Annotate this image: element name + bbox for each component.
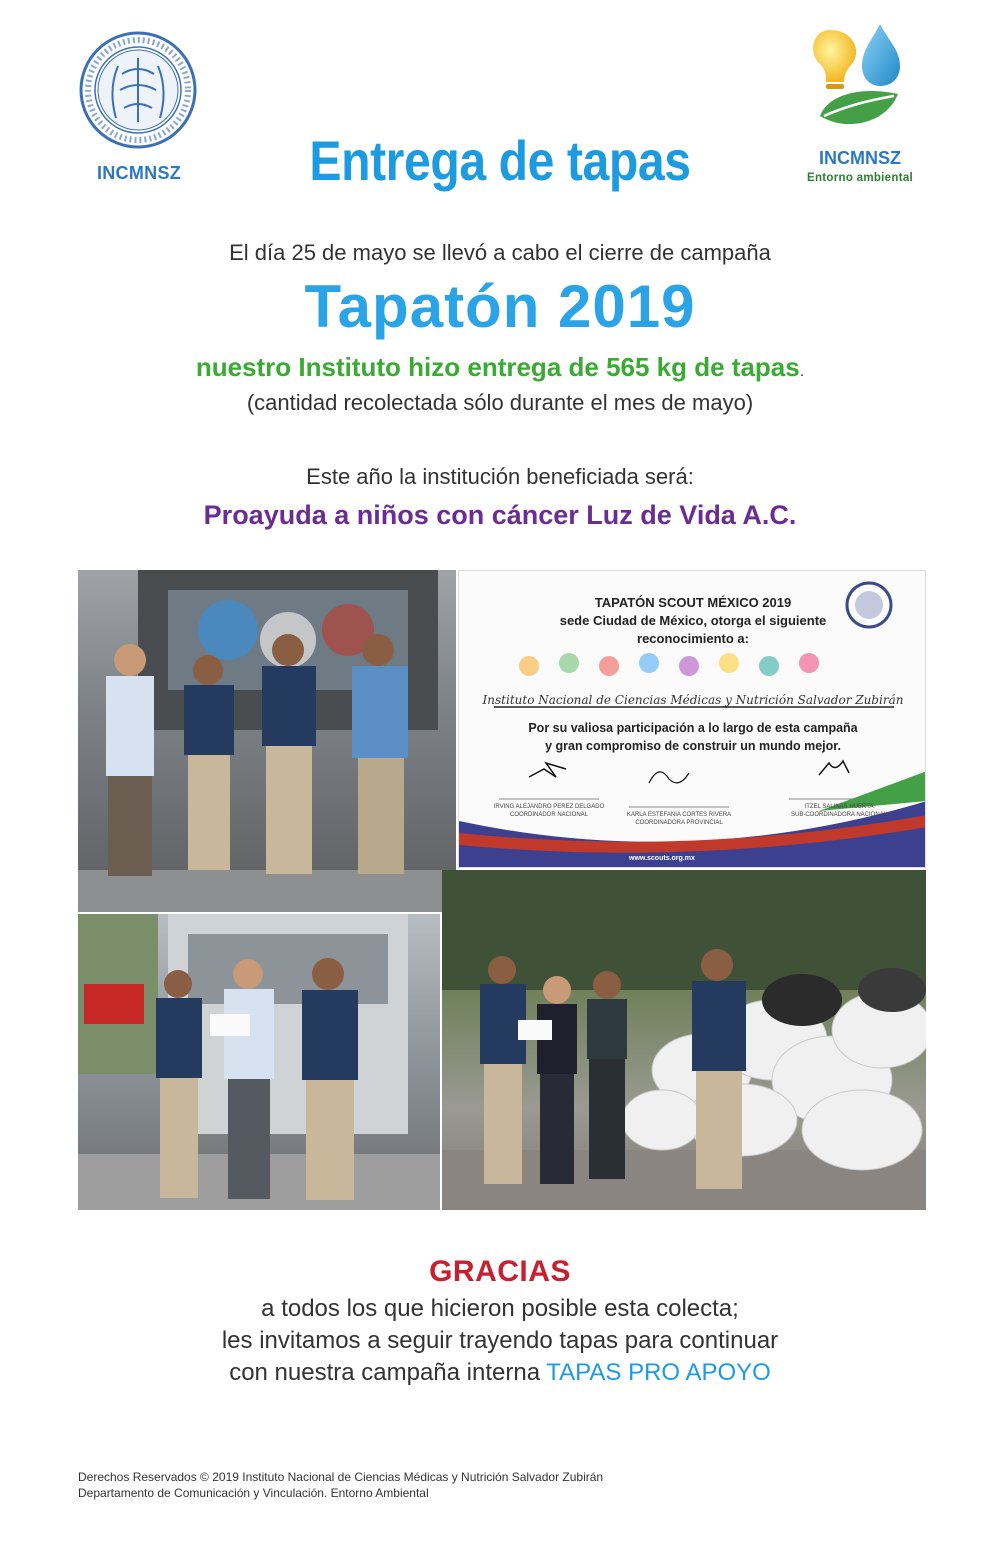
signature-block [474,803,624,819]
recognition-certificate [458,570,926,868]
delivery-text [0,352,1000,383]
internal-campaign-name: TAPAS PRO APOYO [546,1359,771,1386]
closing-line: a todos los que hicieron posible esta colecta; [261,1295,739,1322]
signature-name: ITZEL SALINAS HUERTA [804,804,874,810]
seal-label: INCMNSZ [96,163,182,183]
photo-staff-by-van [78,570,456,912]
certificate-line: reconocimiento a: [637,631,749,646]
signature-block [764,803,914,819]
page-title: Entrega de tapas [309,129,691,192]
signature-block [604,811,754,827]
closing-line: les invitamos a seguir trayendo tapas para continuar [221,1327,779,1354]
closing-line-text: con nuestra campaña interna [229,1359,547,1386]
delivery-period: . [799,363,805,380]
signature-name: KARLA ESTEFANIA CORTES RIVERA [626,812,732,818]
delivery-amount: nuestro Instituto hizo entrega de 565 kg de tapas [195,352,800,382]
campaign-name: Tapatón 2019 [304,273,696,340]
footer-department: Departamento de Comunicación y Vinculación. Entorno Ambiental [78,1486,429,1500]
signature-role: COORDINADORA PROVINCIAL [635,820,723,826]
footer-copyright: Derechos Reservados © 2019 Instituto Nacional de Ciencias Médicas y Nutrición Salvador Zubirán [78,1470,604,1484]
photo-collage [78,570,926,1210]
thanks-heading: GRACIAS [429,1255,571,1288]
eco-lightbulb-logo [806,20,902,140]
certificate-line: sede Ciudad de México, otorga el siguiente [559,613,827,628]
closing-line [0,1359,1000,1387]
intro-text: El día 25 de mayo se llevó a cabo el cierre de campaña [229,240,771,265]
collection-note: (cantidad recolectada sólo durante el mes de mayo) [246,390,754,415]
beneficiary-intro: Este año la institución beneficiada será: [306,464,694,489]
eco-logo-label: INCMNSZ [819,148,901,168]
certificate-line: y gran compromiso de construir un mundo mejor. [545,739,841,753]
signature-role: COORDINADOR NACIONAL [509,812,588,818]
certificate-recipient: Instituto Nacional de Ciencias Médicas y Nutrición Salvador Zubirán [482,693,904,707]
photo-handover-by-van [78,914,440,1210]
signature-role: SUB-COORDINADORA NACIONAL [790,812,887,818]
photo-bags-of-caps [442,870,926,1210]
certificate-line: Por su valiosa participación a lo largo de esta campaña [528,721,858,735]
signature-name: IRVING ALEJANDRO PEREZ DELGADO [493,804,605,810]
certificate-title: TAPATÓN SCOUT MÉXICO 2019 [594,595,792,610]
eco-logo-subtitle: Entorno ambiental [806,172,914,184]
certificate-url: www.scouts.org.mx [629,855,695,862]
beneficiary-name: Proayuda a niños con cáncer Luz de Vida A.C. [203,500,797,530]
